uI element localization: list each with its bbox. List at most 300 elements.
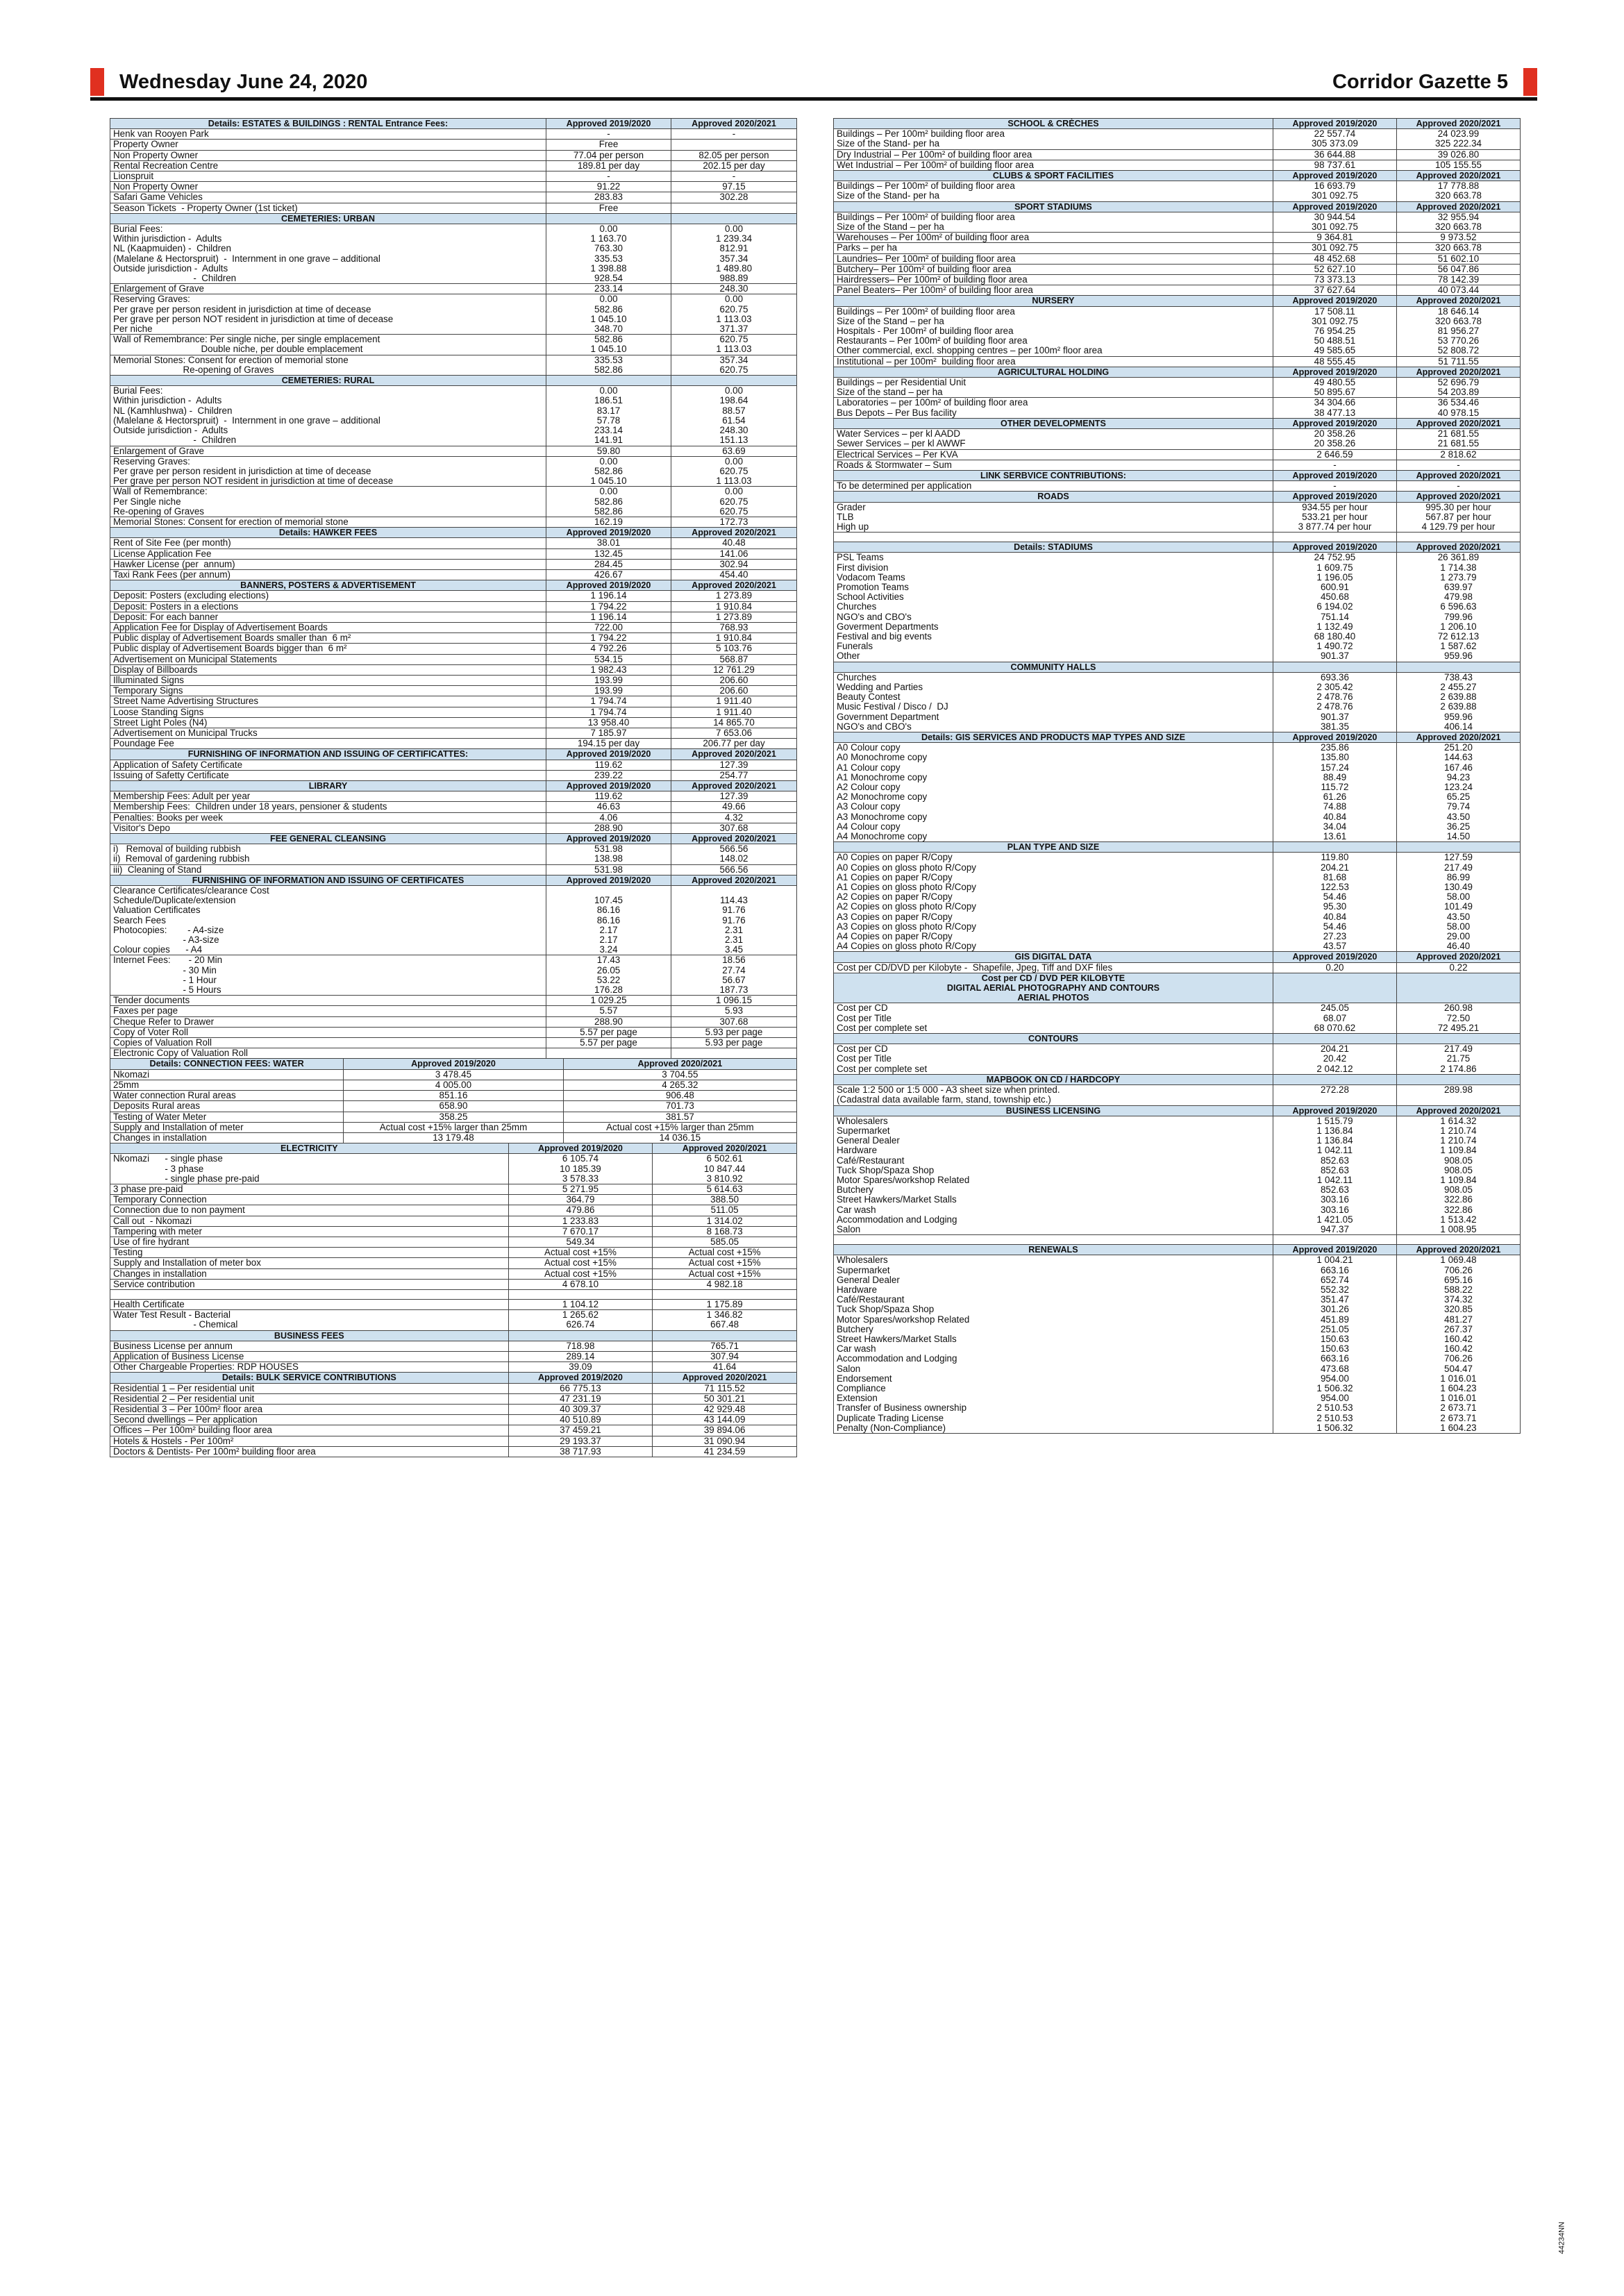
tariff-2019-2020: 718.98 bbox=[508, 1341, 653, 1351]
table-row bbox=[834, 398, 1521, 418]
tariff-2019-2020: 38.01 bbox=[546, 538, 671, 548]
item-description: Use of fire hydrant bbox=[110, 1237, 509, 1247]
tariff-2019-2020 bbox=[546, 1048, 671, 1059]
item-description: Electrical Services – Per KVA bbox=[834, 449, 1273, 460]
tariff-2019-2020: Approved 2019/2020 bbox=[1273, 952, 1396, 962]
tariff-2019-2020: - bbox=[1273, 481, 1396, 492]
item-description: Laundries– Per 100m² of building floor area bbox=[834, 253, 1273, 264]
tariff-2019-2020: 204.21 20.42 2 042.12 bbox=[1273, 1044, 1396, 1075]
item-description: Water Services – per kl AADD Sewer Services – per kl AWWF bbox=[834, 429, 1273, 449]
tariff-2019-2020: 1 233.83 bbox=[508, 1216, 653, 1226]
item-description: AGRICULTURAL HOLDING bbox=[834, 367, 1273, 377]
item-description: Hairdressers– Per 100m² of building floor area bbox=[834, 275, 1273, 285]
section-header-row bbox=[834, 296, 1521, 306]
tariff-2019-2020: 0.00 582.86 582.86 bbox=[546, 487, 671, 517]
item-description: Temporary Signs bbox=[110, 686, 546, 696]
table-row bbox=[110, 601, 797, 612]
tariff-2019-2020: 24 752.95 1 609.75 1 196.05 600.91 450.68 6 194.02 751.14 1 132.49 68 180.40 1 490.72 901.37 bbox=[1273, 553, 1396, 662]
item-description: i) Removal of building rubbish ii) Removal of gardening rubbish bbox=[110, 844, 546, 864]
tariff-table-left bbox=[110, 118, 797, 1059]
table-row bbox=[834, 212, 1521, 232]
tariff-2020-2021: 31 090.94 bbox=[653, 1436, 797, 1446]
table-row bbox=[110, 386, 797, 446]
table-row bbox=[834, 1003, 1521, 1034]
tariff-2019-2020: 1 004.21 663.16 652.74 552.32 351.47 301.26 451.89 251.05 150.63 150.63 663.16 473.68 954.00 1 506.32 954.00 2 510.53 2 510.53 1 506.32 bbox=[1273, 1255, 1396, 1434]
tariff-2019-2020: 29 193.37 bbox=[508, 1436, 653, 1446]
table-row bbox=[110, 1436, 797, 1446]
tariff-2020-2021: Approved 2020/2021 bbox=[671, 875, 797, 885]
tariff-2019-2020: 0.00 1 163.70 763.30 335.53 1 398.88 928.54 bbox=[546, 224, 671, 284]
tariff-2019-2020: 0.00 582.86 1 045.10 348.70 bbox=[546, 294, 671, 335]
table-row bbox=[110, 1048, 797, 1059]
tariff-2020-2021: 71 115.52 bbox=[653, 1383, 797, 1393]
tariff-2020-2021: 1 911.40 bbox=[671, 696, 797, 707]
item-description: Water connection Rural areas bbox=[110, 1091, 344, 1101]
table-row bbox=[110, 955, 797, 996]
tariff-2019-2020: 37 459.21 bbox=[508, 1425, 653, 1436]
tariff-2020-2021: Approved 2020/2021 bbox=[1396, 171, 1520, 181]
tariff-2019-2020: 235.86 135.80 157.24 88.49 115.72 61.26 74.88 40.84 34.04 13.61 bbox=[1273, 743, 1396, 842]
tariff-2020-2021 bbox=[1396, 1235, 1520, 1245]
tariff-2019-2020: 49 480.55 50 895.67 bbox=[1273, 378, 1396, 398]
table-row bbox=[110, 664, 797, 675]
tariff-2019-2020: 358.25 bbox=[344, 1112, 563, 1122]
tariff-2020-2021: 768.93 bbox=[671, 622, 797, 632]
tariff-2020-2021 bbox=[671, 213, 797, 224]
table-row bbox=[834, 233, 1521, 243]
tariff-2020-2021 bbox=[1396, 1034, 1520, 1044]
item-description: Health Certificate bbox=[110, 1299, 509, 1309]
tariff-2020-2021 bbox=[1396, 973, 1520, 1003]
item-description: Temporary Connection bbox=[110, 1195, 509, 1205]
item-description: Lionspruit bbox=[110, 171, 546, 182]
item-description bbox=[834, 1235, 1273, 1245]
tariff-2019-2020: 193.99 bbox=[546, 686, 671, 696]
table-row bbox=[110, 1248, 797, 1258]
item-description: Copies of Valuation Roll bbox=[110, 1038, 546, 1048]
item-description: Buildings – per Residential Unit Size of the stand – per ha bbox=[834, 378, 1273, 398]
tariff-2020-2021: 127.59 217.49 86.99 130.49 58.00 101.49 43.50 58.00 29.00 46.40 bbox=[1396, 853, 1520, 952]
tariff-2020-2021 bbox=[1396, 533, 1520, 542]
table-row bbox=[110, 1027, 797, 1037]
item-description: Electronic Copy of Valuation Roll bbox=[110, 1048, 546, 1059]
item-description: Wall of Remembrance: Per single niche, per single emplacement Double niche, per double emplacement bbox=[110, 335, 546, 355]
tariff-2020-2021: 511.05 bbox=[653, 1205, 797, 1216]
table-row bbox=[110, 1362, 797, 1373]
tariff-2019-2020: 48 452.68 bbox=[1273, 253, 1396, 264]
item-description: 3 phase pre-paid bbox=[110, 1184, 509, 1194]
item-description: Memorial Stones: Consent for erection of memorial stone bbox=[110, 517, 546, 527]
tariff-2019-2020: 3 478.45 bbox=[344, 1069, 563, 1080]
tariff-2019-2020: 36 644.88 bbox=[1273, 149, 1396, 160]
table-row bbox=[110, 1341, 797, 1351]
table-row bbox=[110, 1425, 797, 1436]
tariff-2019-2020: Approved 2019/2020 bbox=[546, 580, 671, 591]
tariff-2019-2020: 7 670.17 bbox=[508, 1226, 653, 1237]
tariff-2020-2021: 14 036.15 bbox=[563, 1132, 796, 1143]
tariff-2020-2021: 1 346.82 667.48 bbox=[653, 1310, 797, 1330]
item-description: SPORT STADIUMS bbox=[834, 201, 1273, 212]
tariff-2019-2020: 233.14 bbox=[546, 284, 671, 294]
tariff-2020-2021: 40 073.44 bbox=[1396, 285, 1520, 296]
tariff-2020-2021: 1 069.48 706.26 695.16 588.22 374.32 320.85 481.27 267.37 160.42 160.42 706.26 504.47 1 016.01 1 604.23 1 016.01 2 673.71 2 673.71 1 604.23 bbox=[1396, 1255, 1520, 1434]
tariff-2019-2020: Approved 2019/2020 bbox=[1273, 492, 1396, 502]
table-row bbox=[834, 449, 1521, 460]
tariff-2020-2021: 206.60 bbox=[671, 675, 797, 685]
tariff-2020-2021 bbox=[671, 376, 797, 386]
table-row bbox=[110, 487, 797, 517]
table-row bbox=[110, 717, 797, 728]
item-description: To be determined per application bbox=[834, 481, 1273, 492]
tariff-2019-2020: 288.90 bbox=[546, 823, 671, 833]
item-description: Loose Standing Signs bbox=[110, 707, 546, 717]
table-row bbox=[110, 1069, 797, 1080]
item-description: FURNISHING OF INFORMATION AND ISSUING OF CERTIFICATTES: bbox=[110, 749, 546, 760]
tariff-2019-2020: 0.20 bbox=[1273, 962, 1396, 973]
section-header-row bbox=[834, 662, 1521, 672]
tariff-2019-2020: 59.80 bbox=[546, 446, 671, 456]
tariff-2019-2020: 193.99 bbox=[546, 675, 671, 685]
section-header-row bbox=[110, 1330, 797, 1341]
tariff-2019-2020: Approved 2019/2020 bbox=[1273, 1105, 1396, 1116]
tariff-2019-2020: 13 958.40 bbox=[546, 717, 671, 728]
tariff-2019-2020: 1 794.74 bbox=[546, 696, 671, 707]
tariff-2020-2021: 41.64 bbox=[653, 1362, 797, 1373]
tariff-2020-2021: 0.00 198.64 88.57 61.54 248.30 151.13 bbox=[671, 386, 797, 446]
tariff-2020-2021: 17 778.88 320 663.78 bbox=[1396, 181, 1520, 201]
tariff-2020-2021: 5 614.63 bbox=[653, 1184, 797, 1194]
table-row bbox=[110, 644, 797, 654]
tariff-2020-2021: 1 273.89 bbox=[671, 591, 797, 601]
tariff-2019-2020 bbox=[1273, 1034, 1396, 1044]
tariff-2019-2020: 30 944.54 301 092.75 bbox=[1273, 212, 1396, 232]
tariff-2019-2020: 38 717.93 bbox=[508, 1446, 653, 1457]
tariff-2020-2021: 1 314.02 bbox=[653, 1216, 797, 1226]
item-description: Poundage Fee bbox=[110, 739, 546, 749]
tariff-2020-2021: 0.00 620.75 620.75 bbox=[671, 487, 797, 517]
header-rule bbox=[90, 97, 1537, 101]
tariff-2020-2021 bbox=[1396, 1074, 1520, 1084]
item-description: Cost per CD Cost per Title Cost per complete set bbox=[834, 1044, 1273, 1075]
tariff-2019-2020: 40 309.37 bbox=[508, 1404, 653, 1414]
tariff-2019-2020: 1 794.22 bbox=[546, 601, 671, 612]
table-row bbox=[834, 553, 1521, 662]
item-description: Cheque Refer to Drawer bbox=[110, 1016, 546, 1027]
tariff-2019-2020: 289.14 bbox=[508, 1351, 653, 1361]
table-row bbox=[110, 1091, 797, 1101]
tariff-2020-2021: 172.73 bbox=[671, 517, 797, 527]
table-row bbox=[110, 1446, 797, 1457]
section-header-row bbox=[110, 834, 797, 844]
item-description: Deposits Rural areas bbox=[110, 1101, 344, 1112]
section-header-row bbox=[834, 1245, 1521, 1255]
item-description: Details: HAWKER FEES bbox=[110, 528, 546, 538]
tariff-2019-2020: 1 196.14 bbox=[546, 591, 671, 601]
tariff-2019-2020 bbox=[508, 1289, 653, 1299]
tariff-2020-2021: 127.39 bbox=[671, 760, 797, 770]
tariff-2019-2020: Approved 2019/2020 bbox=[546, 528, 671, 538]
table-row bbox=[110, 548, 797, 559]
section-header-row bbox=[110, 749, 797, 760]
table-row bbox=[834, 356, 1521, 367]
item-description: Taxi Rank Fees (per annum) bbox=[110, 569, 546, 580]
table-row bbox=[834, 672, 1521, 732]
table-row bbox=[110, 284, 797, 294]
table-row bbox=[110, 1006, 797, 1016]
tariff-2020-2021: Approved 2020/2021 bbox=[671, 834, 797, 844]
item-description: Doctors & Dentists- Per 100m² building floor area bbox=[110, 1446, 509, 1457]
item-description: Wholesalers Supermarket General Dealer Hardware Café/Restaurant Tuck Shop/Spaza Shop Motor Spares/workshop Related Butchery Street Hawkers/Market Stalls Car wash Accommodation and Lodging Salon Endorsement Compliance Extension Transfer of Business ownership Duplicate Trading License Penalty (Non-Compliance) bbox=[834, 1255, 1273, 1434]
tariff-2020-2021: 1 273.89 bbox=[671, 612, 797, 622]
item-description: ELECTRICITY bbox=[110, 1143, 509, 1154]
tariff-2020-2021: 4 982.18 bbox=[653, 1279, 797, 1289]
item-description: Wholesalers Supermarket General Dealer Hardware Café/Restaurant Tuck Shop/Spaza Shop Motor Spares/workshop Related Butchery Street Hawkers/Market Stalls Car wash Accommodation and Lodging Salon bbox=[834, 1116, 1273, 1234]
item-description: Cost per CD Cost per Title Cost per complete set bbox=[834, 1003, 1273, 1034]
tariff-2020-2021: Approved 2020/2021 bbox=[671, 528, 797, 538]
tariff-2019-2020: Approved 2019/2020 bbox=[508, 1143, 653, 1154]
item-description: Issuing of Safetty Certificate bbox=[110, 770, 546, 780]
tariff-2019-2020: Approved 2019/2020 bbox=[546, 834, 671, 844]
item-description: Public display of Advertisement Boards bigger than 6 m² bbox=[110, 644, 546, 654]
tariff-2019-2020: Approved 2019/2020 bbox=[1273, 470, 1396, 480]
tariff-2019-2020: 4 678.10 bbox=[508, 1279, 653, 1289]
table-row bbox=[110, 770, 797, 780]
item-description: Changes in installation bbox=[110, 1268, 509, 1279]
tariff-2020-2021: 765.71 bbox=[653, 1341, 797, 1351]
item-description: Illuminated Signs bbox=[110, 675, 546, 685]
tariff-2019-2020: 934.55 per hour 533.21 per hour 3 877.74 per hour bbox=[1273, 502, 1396, 533]
item-description: Churches Wedding and Parties Beauty Contest Music Festival / Disco / DJ Government Department NGO's and CBO's bbox=[834, 672, 1273, 732]
table-row bbox=[110, 1226, 797, 1237]
table-row bbox=[110, 1132, 797, 1143]
tariff-2020-2021: 307.68 bbox=[671, 823, 797, 833]
table-row bbox=[110, 1310, 797, 1330]
table-row bbox=[834, 306, 1521, 356]
item-description: CEMETERIES: RURAL bbox=[110, 376, 546, 386]
tariff-2019-2020: 1 029.25 bbox=[546, 996, 671, 1006]
table-row bbox=[834, 1235, 1521, 1245]
tariff-2019-2020: 189.81 per day bbox=[546, 160, 671, 171]
item-description: Hawker License (per annum) bbox=[110, 559, 546, 569]
tariff-2019-2020: 479.86 bbox=[508, 1205, 653, 1216]
tariff-2020-2021: Approved 2020/2021 bbox=[1396, 470, 1520, 480]
item-description: Nkomazi bbox=[110, 1069, 344, 1080]
tariff-2020-2021: 5.93 bbox=[671, 1006, 797, 1016]
item-description: Offices – Per 100m² building floor area bbox=[110, 1425, 509, 1436]
tariff-2019-2020: 39.09 bbox=[508, 1362, 653, 1373]
item-description: Clearance Certificates/clearance Cost Schedule/Duplicate/extension Valuation Certificates Search Fees Photocopies: - A4-size - A3-size Colour copies - A4 bbox=[110, 886, 546, 955]
table-row bbox=[834, 264, 1521, 274]
tariff-2019-2020: 851.16 bbox=[344, 1091, 563, 1101]
item-description: Wet Industrial – Per 100m² of building floor area bbox=[834, 160, 1273, 170]
tariff-2020-2021: 0.00 1 239.34 812.91 357.34 1 489.80 988.89 bbox=[671, 224, 797, 284]
table-row bbox=[834, 1085, 1521, 1105]
item-description: Details: GIS SERVICES AND PRODUCTS MAP TYPES AND SIZE bbox=[834, 732, 1273, 742]
section-header-row bbox=[834, 470, 1521, 480]
section-header-row bbox=[834, 973, 1521, 1003]
item-description: Supply and Installation of meter box bbox=[110, 1258, 509, 1268]
tariff-2020-2021: 97.15 bbox=[671, 182, 797, 192]
tariff-2020-2021: 566.56 bbox=[671, 864, 797, 875]
tariff-2020-2021: 566.56 148.02 bbox=[671, 844, 797, 864]
table-row bbox=[834, 481, 1521, 492]
item-description: Grader TLB High up bbox=[834, 502, 1273, 533]
tariff-2020-2021: Approved 2020/2021 bbox=[1396, 1245, 1520, 1255]
tariff-2020-2021: - bbox=[1396, 481, 1520, 492]
item-description: Burial Fees: Within jurisdiction - Adults NL (Kamhlushwa) - Children (Malelane & Hectorspruit) - Internment in one grave – additional Outside jurisdiction - Adults - Children bbox=[110, 386, 546, 446]
item-description: Dry Industrial – Per 100m² of building floor area bbox=[834, 149, 1273, 160]
tariff-2020-2021: 141.06 bbox=[671, 548, 797, 559]
tariff-2020-2021: 2 818.62 bbox=[1396, 449, 1520, 460]
section-header-row bbox=[110, 781, 797, 791]
tariff-2020-2021 bbox=[671, 140, 797, 150]
tariff-2019-2020: Approved 2019/2020 bbox=[508, 1373, 653, 1383]
tariff-2020-2021: 254.77 bbox=[671, 770, 797, 780]
tariff-2019-2020: Approved 2019/2020 bbox=[1273, 201, 1396, 212]
item-description: Copy of Voter Roll bbox=[110, 1027, 546, 1037]
tariff-2020-2021: 32 955.94 320 663.78 bbox=[1396, 212, 1520, 232]
item-description: LINK SERBVICE CONTRIBUTIONS: bbox=[834, 470, 1273, 480]
table-row bbox=[834, 243, 1521, 253]
tariff-2020-2021: 4 265.32 bbox=[563, 1080, 796, 1090]
table-row bbox=[834, 429, 1521, 449]
tariff-2020-2021: 1 910.84 bbox=[671, 633, 797, 644]
item-description: Details: ESTATES & BUILDINGS : RENTAL Entrance Fees: bbox=[110, 119, 546, 129]
tariff-2019-2020: 658.90 bbox=[344, 1101, 563, 1112]
tariff-2020-2021: 217.49 21.75 2 174.86 bbox=[1396, 1044, 1520, 1075]
tariff-2020-2021: 105 155.55 bbox=[1396, 160, 1520, 170]
table-row bbox=[834, 253, 1521, 264]
tariff-2019-2020: 1 982.43 bbox=[546, 664, 671, 675]
item-description: Advertisement on Municipal Statements bbox=[110, 654, 546, 664]
item-description: MAPBOOK ON CD / HARDCOPY bbox=[834, 1074, 1273, 1084]
table-row bbox=[834, 285, 1521, 296]
table-row bbox=[110, 1080, 797, 1090]
tariff-2019-2020: Actual cost +15% bbox=[508, 1258, 653, 1268]
tariff-2019-2020: Actual cost +15% bbox=[508, 1248, 653, 1258]
tariff-2019-2020 bbox=[546, 213, 671, 224]
tariff-2019-2020: Approved 2019/2020 bbox=[546, 749, 671, 760]
tariff-2019-2020: 52 627.10 bbox=[1273, 264, 1396, 274]
tariff-2020-2021: 36 534.46 40 978.15 bbox=[1396, 398, 1520, 418]
item-description: Buildings – Per 100m² building floor area Size of the Stand- per ha bbox=[834, 129, 1273, 149]
tariff-2020-2021 bbox=[1396, 842, 1520, 853]
tariff-2019-2020: 582.86 1 045.10 bbox=[546, 335, 671, 355]
tariff-2020-2021: Approved 2020/2021 bbox=[1396, 296, 1520, 306]
item-description: Rent of Site Fee (per month) bbox=[110, 538, 546, 548]
tariff-2019-2020 bbox=[1273, 973, 1396, 1003]
tariff-2020-2021: 701.73 bbox=[563, 1101, 796, 1112]
tariff-2019-2020: Approved 2019/2020 bbox=[1273, 542, 1396, 553]
item-description: 25mm bbox=[110, 1080, 344, 1090]
tariff-2020-2021: 39 026.80 bbox=[1396, 149, 1520, 160]
item-description: Deposit: For each banner bbox=[110, 612, 546, 622]
tariff-2020-2021: 127.39 bbox=[671, 791, 797, 802]
tariff-2019-2020: - bbox=[546, 171, 671, 182]
table-row bbox=[834, 1116, 1521, 1234]
table-row bbox=[110, 696, 797, 707]
item-description: Nkomazi - single phase - 3 phase - single phase pre-paid bbox=[110, 1154, 509, 1184]
tariff-2019-2020: Approved 2019/2020 bbox=[546, 781, 671, 791]
tariff-2019-2020: 722.00 bbox=[546, 622, 671, 632]
table-row bbox=[110, 456, 797, 487]
tariff-2020-2021: 51 602.10 bbox=[1396, 253, 1520, 264]
tariff-2020-2021: 63.69 bbox=[671, 446, 797, 456]
tariff-2019-2020: 335.53 582.86 bbox=[546, 355, 671, 375]
tariff-2020-2021: 307.68 bbox=[671, 1016, 797, 1027]
table-row bbox=[110, 1184, 797, 1194]
table-row bbox=[110, 1205, 797, 1216]
table-row bbox=[110, 654, 797, 664]
tariff-2020-2021: 1 911.40 bbox=[671, 707, 797, 717]
water-connection-table bbox=[110, 1058, 797, 1143]
tariff-2019-2020 bbox=[546, 376, 671, 386]
item-description: Residential 3 – Per 100m² floor area bbox=[110, 1404, 509, 1414]
table-row bbox=[110, 802, 797, 812]
tariff-2020-2021: 302.28 bbox=[671, 192, 797, 203]
tariff-2019-2020: 1 104.12 bbox=[508, 1299, 653, 1309]
table-row bbox=[110, 1122, 797, 1132]
item-description: Details: STADIUMS bbox=[834, 542, 1273, 553]
tariff-2020-2021: 1 614.32 1 210.74 1 210.74 1 109.84 908.05 908.05 1 109.84 908.05 322.86 322.86 1 513.42 1 008.95 bbox=[1396, 1116, 1520, 1234]
tariff-2019-2020: 5 271.95 bbox=[508, 1184, 653, 1194]
table-row bbox=[110, 294, 797, 335]
item-description: Cost per CD / DVD PER KILOBYTE DIGITAL AERIAL PHOTOGRAPHY AND CONTOURS AERIAL PHOTOS bbox=[834, 973, 1273, 1003]
item-description: Application Fee for Display of Advertisement Boards bbox=[110, 622, 546, 632]
section-header-row bbox=[834, 1074, 1521, 1084]
table-row bbox=[110, 1393, 797, 1404]
tariff-2019-2020: 16 693.79 301 092.75 bbox=[1273, 181, 1396, 201]
tariff-2020-2021: 8 168.73 bbox=[653, 1226, 797, 1237]
tariff-2020-2021: 995.30 per hour 567.87 per hour 4 129.79 per hour bbox=[1396, 502, 1520, 533]
tariff-2020-2021: Approved 2020/2021 bbox=[563, 1059, 796, 1069]
item-description: Service contribution bbox=[110, 1279, 509, 1289]
tariff-2019-2020: 119.62 bbox=[546, 791, 671, 802]
item-description: Tender documents bbox=[110, 996, 546, 1006]
item-description bbox=[834, 533, 1273, 542]
tariff-2020-2021 bbox=[653, 1289, 797, 1299]
tariff-2019-2020: 0.00 186.51 83.17 57.78 233.14 141.91 bbox=[546, 386, 671, 446]
table-row bbox=[110, 1299, 797, 1309]
tariff-2020-2021 bbox=[671, 1048, 797, 1059]
section-header-row bbox=[834, 542, 1521, 553]
item-description: Laboratories – per 100m² of building floor area Bus Depots – Per Bus facility bbox=[834, 398, 1273, 418]
table-row bbox=[110, 791, 797, 802]
item-description: Residential 2 – Per residential unit bbox=[110, 1393, 509, 1404]
tariff-2020-2021: 6 502.61 10 847.44 3 810.92 bbox=[653, 1154, 797, 1184]
tariff-2019-2020: 66 775.13 bbox=[508, 1383, 653, 1393]
tariff-2020-2021: 568.87 bbox=[671, 654, 797, 664]
table-row bbox=[834, 962, 1521, 973]
tariff-2019-2020: 4 792.26 bbox=[546, 644, 671, 654]
table-row bbox=[110, 675, 797, 685]
table-row bbox=[110, 559, 797, 569]
item-description: BANNERS, POSTERS & ADVERTISEMENT bbox=[110, 580, 546, 591]
table-row bbox=[110, 728, 797, 738]
table-row bbox=[110, 686, 797, 696]
tariff-2019-2020: 534.15 bbox=[546, 654, 671, 664]
tariff-2020-2021: Approved 2020/2021 bbox=[671, 781, 797, 791]
table-row bbox=[110, 203, 797, 213]
section-header-row bbox=[110, 1143, 797, 1154]
item-description: Memorial Stones: Consent for erection of memorial stone Re-opening of Graves bbox=[110, 355, 546, 375]
tariff-2020-2021: 307.94 bbox=[653, 1351, 797, 1361]
tariff-2019-2020: Free bbox=[546, 203, 671, 213]
tariff-2020-2021 bbox=[653, 1330, 797, 1341]
tariff-2019-2020: 132.45 bbox=[546, 548, 671, 559]
item-description: Business License per annum bbox=[110, 1341, 509, 1351]
table-row bbox=[110, 1216, 797, 1226]
